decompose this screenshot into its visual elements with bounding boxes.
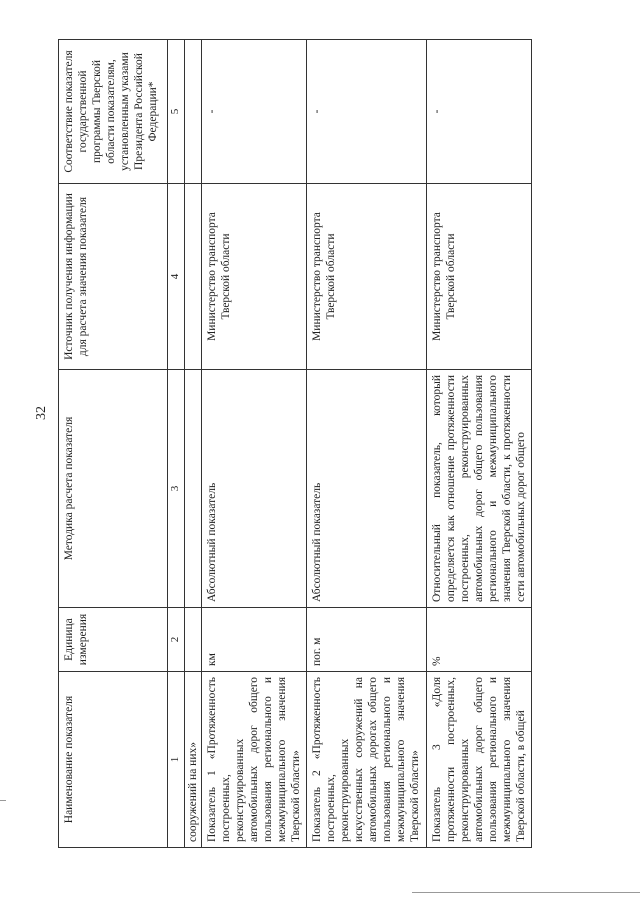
empty-cell xyxy=(185,40,202,184)
indicator-method: Абсолютный показатель xyxy=(202,370,307,608)
header-calculation-method: Методика расчета показателя xyxy=(59,370,168,608)
continuation-text: сооружений на них» xyxy=(185,672,202,848)
column-number-row xyxy=(168,40,185,848)
page-edge-line xyxy=(412,892,640,893)
indicator-name: Показатель 2 «Протяженность построенных, реконструированных искусственных сооружений на автомобильных дорогах общего пользования регионального и межмуниципального значения Тверской области» xyxy=(307,672,427,848)
indicator-source: Министерство транспорта Тверской области xyxy=(202,184,307,370)
table-row xyxy=(202,40,307,848)
header-information-source: Источник получения информации для расчета значения показателя xyxy=(59,184,168,370)
scan-mark xyxy=(0,800,6,801)
header-unit: Единица измерения xyxy=(59,608,168,672)
indicator-source: Министерство транспорта Тверской области xyxy=(427,184,532,370)
indicator-name: Показатель 3 «Доля протяженности построенных, реконструированных автомобильных дорог общего пользования регионального и межмуниципального значения Тверской области, в общей xyxy=(427,672,532,848)
page-number: 32 xyxy=(34,406,49,420)
table-header-row xyxy=(59,40,168,848)
column-number: 5 xyxy=(168,40,185,184)
indicator-source: Министерство транспорта Тверской области xyxy=(307,184,427,370)
empty-cell xyxy=(185,608,202,672)
empty-cell xyxy=(185,370,202,608)
header-indicator-name: Наименование показателя xyxy=(59,672,168,848)
indicator-compliance: - xyxy=(202,40,307,184)
table-row xyxy=(427,40,532,848)
empty-cell xyxy=(185,184,202,370)
column-number: 1 xyxy=(168,672,185,848)
continuation-row xyxy=(185,40,202,848)
column-number: 3 xyxy=(168,370,185,608)
indicator-compliance: - xyxy=(427,40,532,184)
column-number: 4 xyxy=(168,184,185,370)
indicator-compliance: - xyxy=(307,40,427,184)
indicator-method: Абсолютный показатель xyxy=(307,370,427,608)
indicator-unit: пог. м xyxy=(307,608,427,672)
indicator-unit: % xyxy=(427,608,532,672)
indicator-method: Относительный показатель, который определяется как отношение протяженности построенных, реконструированных автомобильных дорог общего пользования регионального и межмуниципального значения Тверской области, к протяженности сети автомобильных дорог общего xyxy=(427,370,532,608)
table-row xyxy=(307,40,427,848)
header-compliance: Соответствие показателя государственной программы Тверской области показателям, установленным указами Президента Российской Федерации* xyxy=(59,40,168,184)
column-number: 2 xyxy=(168,608,185,672)
indicator-unit: км xyxy=(202,608,307,672)
rotated-page-content xyxy=(58,40,528,848)
indicators-table xyxy=(58,39,532,848)
indicator-name: Показатель 1 «Протяженность построенных, реконструированных автомобильных дорог общего пользования регионального и межмуниципального значения Тверской области» xyxy=(202,672,307,848)
